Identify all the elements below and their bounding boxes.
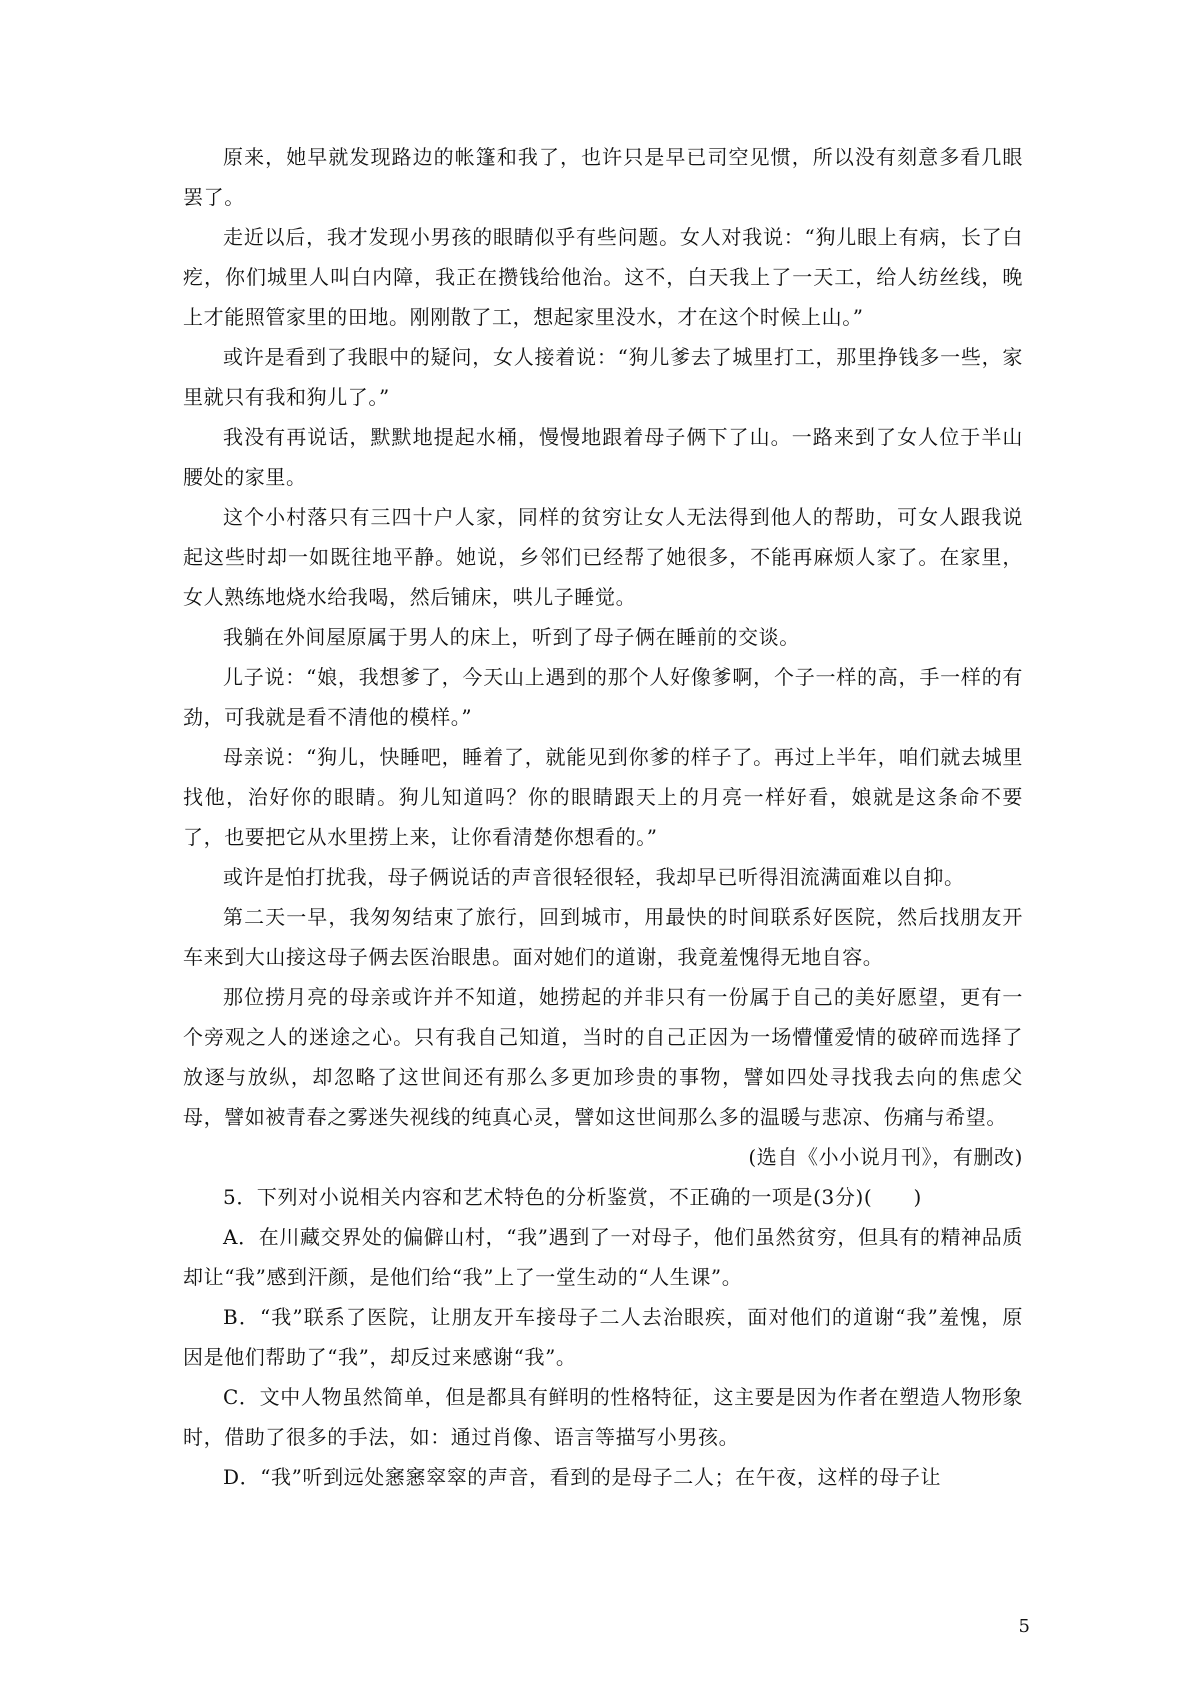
option-c: C．文中人物虽然简单，但是都具有鲜明的性格特征，这主要是因为作者在塑造人物形象时，借助了很多的手法，如：通过肖像、语言等描写小男孩。	[183, 1385, 1023, 1449]
option-a: A．在川藏交界处的偏僻山村，“我”遇到了一对母子，他们虽然贫穷，但具有的精神品质却让“我”感到汗颜，是他们给“我”上了一堂生动的“人生课”。	[183, 1225, 1023, 1289]
document-body	[183, 137, 1023, 1497]
paragraph: 原来，她早就发现路边的帐篷和我了，也许只是早已司空见惯，所以没有刻意多看几眼罢了。	[183, 145, 1023, 209]
paragraph: 或许是怕打扰我，母子俩说话的声音很轻很轻，我却早已听得泪流满面难以自抑。	[223, 865, 965, 889]
paragraph: 我躺在外间屋原属于男人的床上，听到了母子俩在睡前的交谈。	[223, 625, 800, 649]
page-number: 5	[1018, 1616, 1030, 1637]
option-b: B．“我”联系了医院，让朋友开车接母子二人去治眼疾，面对他们的道谢“我”羞愧，原因是他们帮助了“我”，却反过来感谢“我”。	[183, 1305, 1023, 1369]
paragraph: 儿子说：“娘，我想爹了，今天山上遇到的那个人好像爹啊，个子一样的高，手一样的有劲，可我就是看不清他的模样。”	[183, 665, 1023, 729]
paragraph: 母亲说：“狗儿，快睡吧，睡着了，就能见到你爹的样子了。再过上半年，咱们就去城里找他，治好你的眼睛。狗儿知道吗？你的眼睛跟天上的月亮一样好看，娘就是这条命不要了，也要把它从水里捞上来，让你看清楚你想看的。”	[183, 745, 1023, 849]
question-stem: 5．下列对小说相关内容和艺术特色的分析鉴赏，不正确的一项是(3分)( )	[223, 1185, 922, 1209]
source-citation: (选自《小小说月刊》，有删改)	[748, 1145, 1023, 1169]
paragraph: 这个小村落只有三四十户人家，同样的贫穷让女人无法得到他人的帮助，可女人跟我说起这些时却一如既往地平静。她说，乡邻们已经帮了她很多，不能再麻烦人家了。在家里，女人熟练地烧水给我喝，然后铺床，哄儿子睡觉。	[183, 505, 1023, 609]
option-d: D．“我”听到远处窸窸窣窣的声音，看到的是母子二人；在午夜，这样的母子让	[223, 1465, 942, 1489]
paragraph: 那位捞月亮的母亲或许并不知道，她捞起的并非只有一份属于自己的美好愿望，更有一个旁观之人的迷途之心。只有我自己知道，当时的自己正因为一场懵懂爱情的破碎而选择了放逐与放纵，却忽略了这世间还有那么多更加珍贵的事物，譬如四处寻找我去向的焦虑父母，譬如被青春之雾迷失视线的纯真心灵，譬如这世间那么多的温暖与悲凉、伤痛与希望。	[183, 985, 1023, 1129]
paragraph: 第二天一早，我匆匆结束了旅行，回到城市，用最快的时间联系好医院，然后找朋友开车来到大山接这母子俩去医治眼患。面对她们的道谢，我竟羞愧得无地自容。	[183, 905, 1023, 969]
paragraph: 走近以后，我才发现小男孩的眼睛似乎有些问题。女人对我说：“狗儿眼上有病，长了白疙，你们城里人叫白内障，我正在攒钱给他治。这不，白天我上了一天工，给人纺丝线，晚上才能照管家里的田地。刚刚散了工，想起家里没水，才在这个时候上山。”	[183, 225, 1023, 329]
paragraph: 或许是看到了我眼中的疑问，女人接着说：“狗儿爹去了城里打工，那里挣钱多一些，家里就只有我和狗儿了。”	[183, 345, 1023, 409]
paragraph: 我没有再说话，默默地提起水桶，慢慢地跟着母子俩下了山。一路来到了女人位于半山腰处的家里。	[183, 425, 1023, 489]
